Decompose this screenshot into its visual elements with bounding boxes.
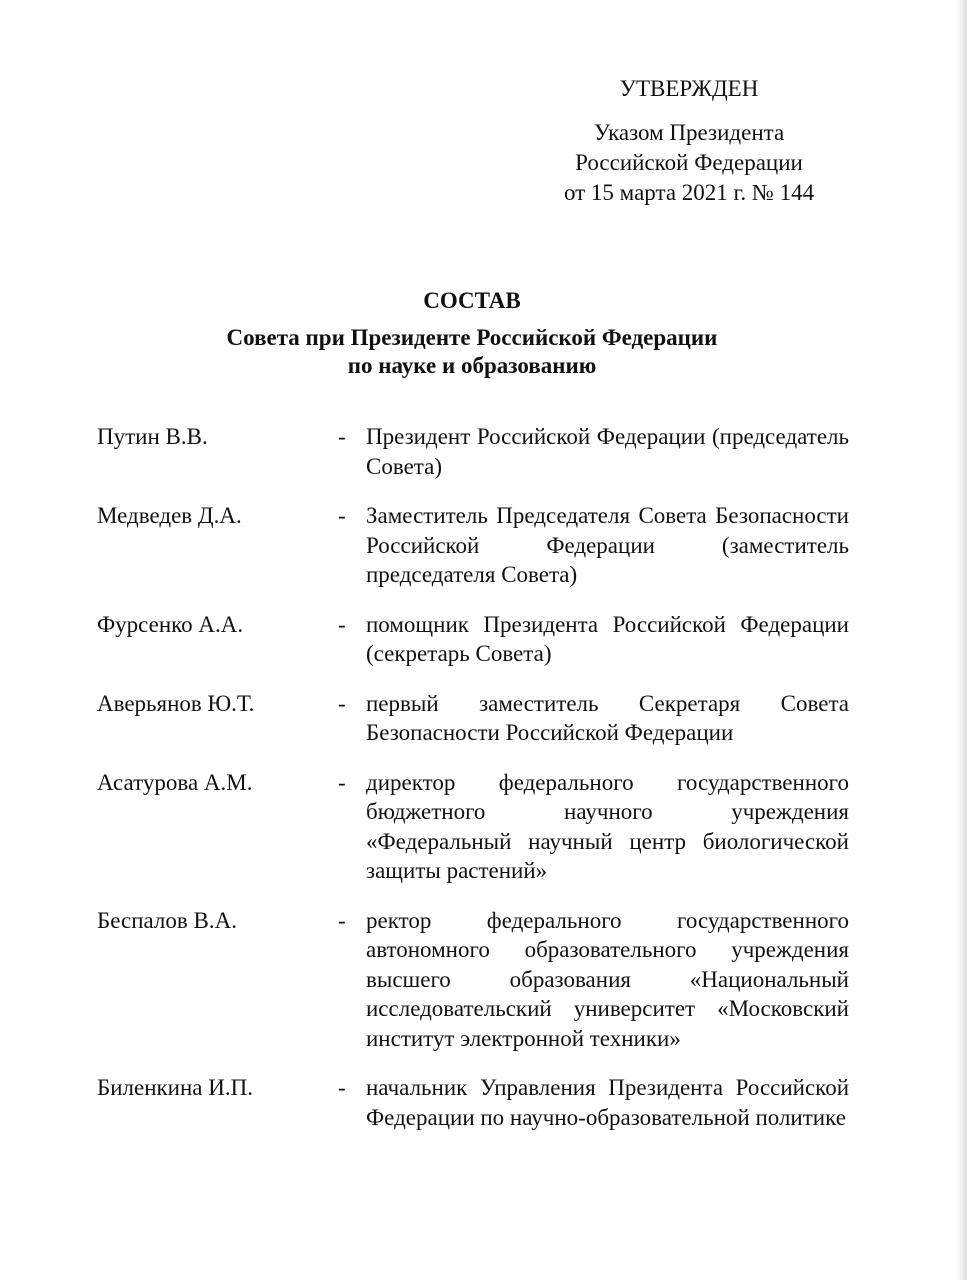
approval-line-3: от 15 марта 2021 г. № 144 xyxy=(563,180,815,205)
member-position: Заместитель Председателя Совета Безопасности Российской Федерации (заместитель председателя Совета) xyxy=(366,503,849,587)
member-position: директор федерального государственного бюджетного научного учреждения «Федеральный научный центр биологической защиты растений» xyxy=(366,769,849,883)
document-subtitle-line-2: по науке и образованию xyxy=(347,353,597,378)
member-row xyxy=(97,610,849,669)
member-position: первый заместитель Секретаря Совета Безопасности Российской Федерации xyxy=(366,690,849,745)
member-row xyxy=(97,501,849,590)
document-heading xyxy=(0,286,944,380)
member-position: начальник Управления Президента Российской Федерации по научно-образовательной политике xyxy=(366,1075,849,1130)
document-title: СОСТАВ xyxy=(423,288,521,313)
members-list xyxy=(97,422,849,1152)
approval-block xyxy=(548,74,830,208)
member-name: Путин В.В. xyxy=(97,424,208,449)
member-row xyxy=(97,689,849,748)
approval-title: УТВЕРЖДЕН xyxy=(619,76,759,101)
member-dash: - xyxy=(338,769,346,795)
member-position: помощник Президента Российской Федерации (секретарь Совета) xyxy=(366,611,849,666)
member-row xyxy=(97,906,849,1054)
member-name: Медведев Д.А. xyxy=(97,503,242,528)
member-row xyxy=(97,768,849,886)
member-name: Фурсенко А.А. xyxy=(97,611,244,637)
member-name: Асатурова А.М. xyxy=(97,769,253,795)
member-row xyxy=(97,1073,849,1132)
approval-line-2: Российской Федерации xyxy=(575,150,803,175)
member-name: Биленкина И.П. xyxy=(97,1075,253,1100)
member-dash: - xyxy=(338,611,346,637)
approval-line-1: Указом Президента xyxy=(593,120,785,145)
member-name: Беспалов В.А. xyxy=(97,907,237,933)
member-dash: - xyxy=(338,424,346,449)
page-edge-shadow xyxy=(955,0,967,1280)
document-subtitle-line-1: Совета при Президенте Российской Федерации xyxy=(226,325,718,350)
member-dash: - xyxy=(338,503,346,528)
member-name: Аверьянов Ю.Т. xyxy=(97,690,255,716)
member-row xyxy=(97,422,849,481)
member-dash: - xyxy=(338,690,346,716)
member-position: Президент Российской Федерации (председатель Совета) xyxy=(366,424,849,479)
member-dash: - xyxy=(338,1075,346,1100)
member-position: ректор федерального государственного автономного образовательного учреждения высшего образования «Национальный исследовательский университет «Московский институт электронной техники» xyxy=(366,907,849,1051)
member-dash: - xyxy=(338,907,346,933)
